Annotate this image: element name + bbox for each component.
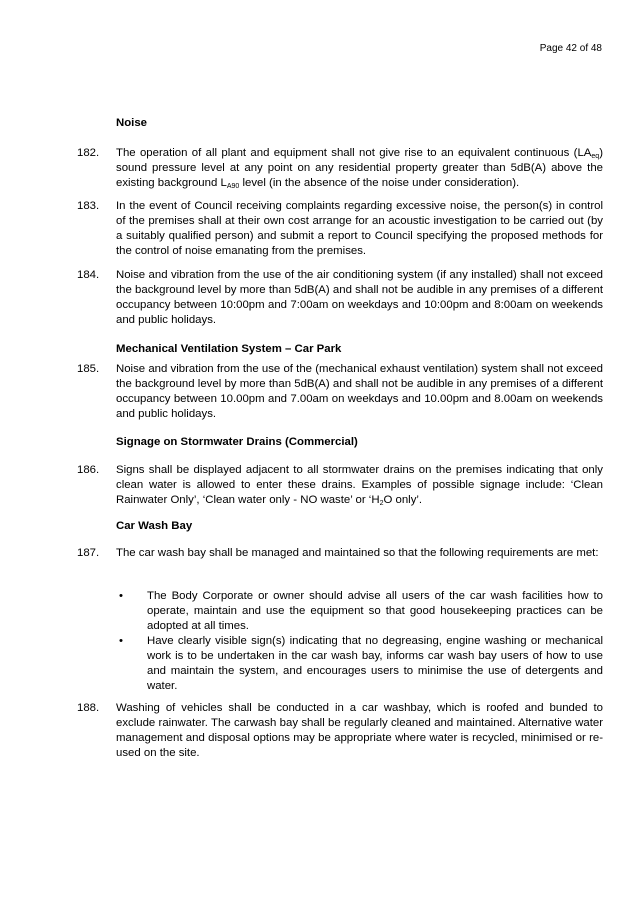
clause-186	[77, 463, 603, 508]
clause-number: 184.	[77, 269, 100, 281]
clause-text: Signs shall be displayed adjacent to all stormwater drains on the premises indicating that only clean water is allowed to enter these drains. Examples of possible signage include: ‘Clean Rainwater Only’, ‘Clean water only - NO waste’ or ‘$H_2O$ only’.	[116, 464, 603, 507]
clause-number: 187.	[77, 547, 100, 559]
clause-185	[77, 362, 603, 422]
heading-car-wash-bay: Car Wash Bay	[116, 520, 193, 532]
bullet-icon: •	[119, 590, 123, 602]
list-item: • Have clearly visible sign(s) indicating that no degreasing, engine washing or mechanical work is to be undertaken in the car wash bay, informs car wash bay users of how to use and maintain the system, and encourages users to minimise the use of detergents and water.	[119, 635, 603, 692]
clause-number: 186.	[77, 464, 100, 476]
heading-mechanical-ventilation: Mechanical Ventilation System – Car Park	[116, 343, 342, 355]
clause-text: The operation of all plant and equipment shall not give rise to an equivalent continuous $(LA_{eq})$ sound pressure level at any point on any residential property greater than 5dB(A) above the existing background $L_{A90}$ level (in the absence of the noise under consideration).	[116, 147, 603, 190]
clause-184	[77, 268, 603, 328]
clause-text: In the event of Council receiving complaints regarding excessive noise, the person(s) in control of the premises shall at their own cost arrange for an acoustic investigation to be carried out (by a suitably qualified person) and submit a report to Council specifying the proposed methods for the control of noise emanating from the premises.	[116, 200, 603, 257]
page-number: Page 42 of 48	[539, 43, 602, 54]
clause-182	[77, 146, 603, 191]
bullet-icon: •	[119, 635, 123, 647]
clause-text: Noise and vibration from the use of the air conditioning system (if any installed) shall not exceed the background level by more than 5dB(A) and shall not be audible in any premises of a different occupancy between 10:00pm and 7:00am on weekdays and 10:00pm and 8:00am on weekends and public holidays.	[116, 269, 603, 326]
list-item: • The Body Corporate or owner should advise all users of the car wash facilities how to operate, maintain and use the equipment so that good housekeeping practices can be adopted at all times.	[119, 590, 603, 632]
clause-text: Noise and vibration from the use of the (mechanical exhaust ventilation) system shall not exceed the background level by more than 5dB(A) and shall not be audible in any premises of a different occupancy between 10.00pm and 7.00am on weekdays and 10.00pm and 8.00am on weekends and public holidays.	[116, 363, 603, 420]
bullet-list	[116, 589, 603, 694]
clause-number: 188.	[77, 702, 100, 714]
heading-noise: Noise	[116, 117, 148, 129]
heading-signage: Signage on Stormwater Drains (Commercial)	[116, 436, 358, 448]
clause-187	[77, 546, 603, 561]
clause-188	[77, 701, 603, 761]
clause-number: 183.	[77, 200, 100, 212]
clause-text: Washing of vehicles shall be conducted in a car washbay, which is roofed and bunded to exclude rainwater. The carwash bay shall be regularly cleaned and maintained. Alternative water management and disposal options may be appropriate where water is recycled, minimised or re-used on the site.	[116, 702, 603, 759]
clause-number: 185.	[77, 363, 100, 375]
clause-number: 182.	[77, 147, 100, 159]
clause-text: The car wash bay shall be managed and maintained so that the following requirements are met:	[116, 547, 599, 559]
clause-183	[77, 199, 603, 259]
